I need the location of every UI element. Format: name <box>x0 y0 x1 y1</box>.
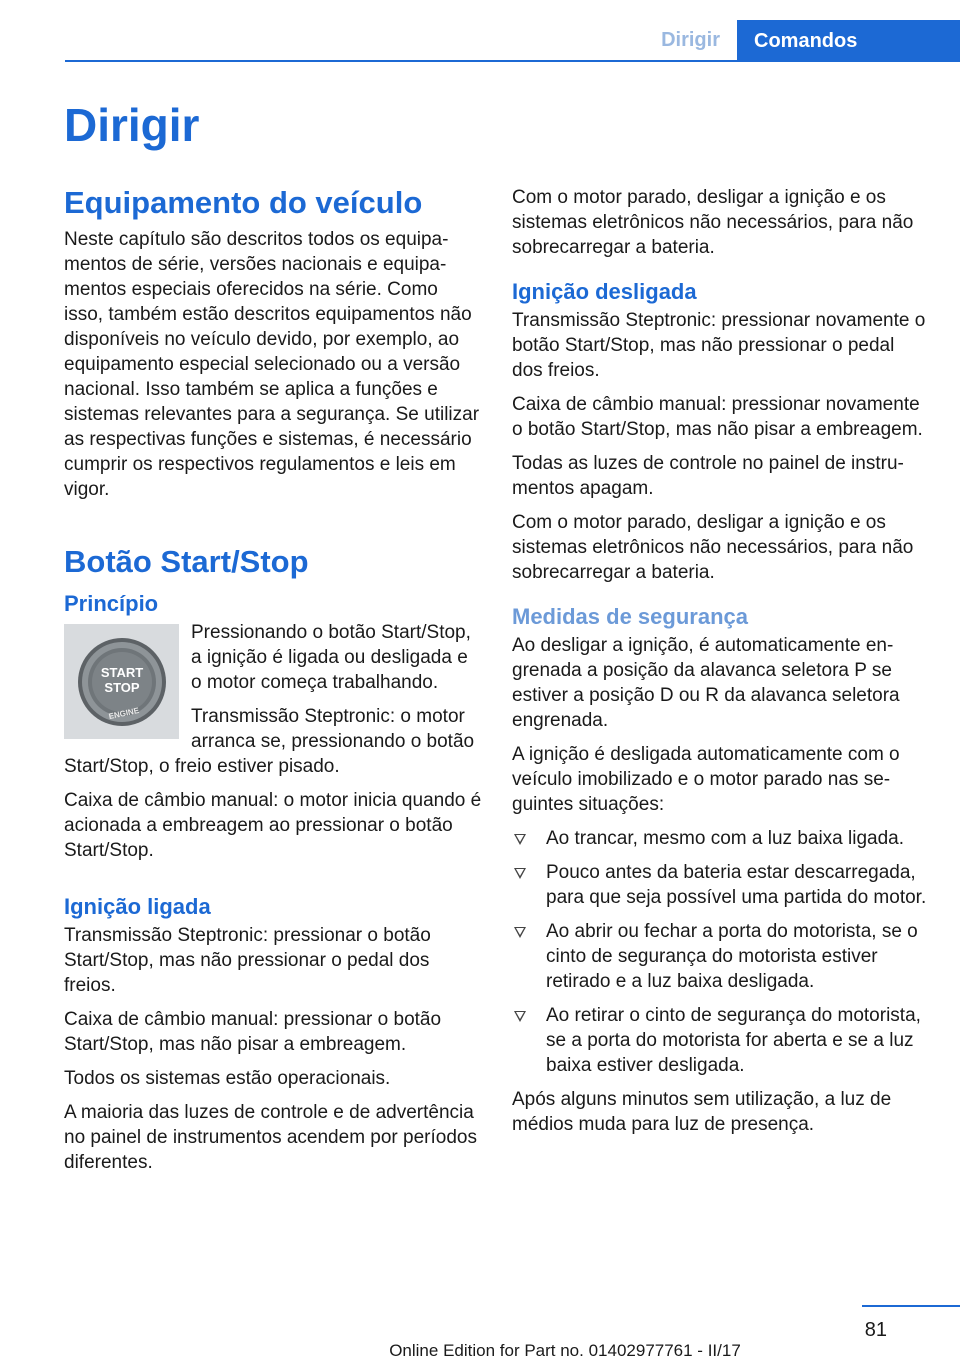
start-stop-button-image <box>64 624 179 739</box>
page-title: Dirigir <box>64 99 200 151</box>
safety-paragraph-1: Ao desligar a ignição, é automaticamente engrenada a posição da alavanca seletora P se estiver a posição D ou R da alavanca seletora engrenada. <box>512 635 900 731</box>
triangle-bullet-icon <box>514 927 526 938</box>
ignition-off-paragraph-1: Transmissão Steptronic: pressionar novamente o botão Start/Stop, mas não pressionar o pedal dos freios. <box>512 310 926 381</box>
ignition-on-paragraph-4: A maioria das luzes de controle e de advertência no painel de instrumentos acendem por períodos diferentes. <box>64 1102 477 1173</box>
list-item <box>512 1003 930 1078</box>
principle-figure-block <box>64 620 482 788</box>
ignition-on-paragraph-3: Todos os sistemas estão operacionais. <box>64 1068 391 1089</box>
final-paragraph: Após alguns minutos sem utilização, a luz de médios muda para luz de presença. <box>512 1089 892 1135</box>
safety-heading: Medidas de segurança <box>512 604 748 629</box>
principle-paragraph-2: Transmissão Steptronic: o motor arranca se, pressionando o botão Start/Stop, o freio estiver pisado. <box>64 706 475 777</box>
list-item <box>512 919 930 994</box>
intro-paragraph: Com o motor parado, desligar a ignição e os sistemas eletrônicos não necessários, para não sobrecarregar a bateria. <box>512 187 914 258</box>
ignition-on-paragraph-2: Caixa de câmbio manual: pressionar o botão Start/Stop, mas não pisar a embreagem. <box>64 1009 442 1055</box>
list-item <box>512 826 930 851</box>
list-item-text: Ao abrir ou fechar a porta do motorista, se o cinto de segurança do motorista estiver retirado e a luz baixa desligada. <box>546 921 918 992</box>
ignition-on-heading: Ignição ligada <box>64 894 211 919</box>
triangle-bullet-icon <box>514 834 526 845</box>
equipment-paragraph: Neste capítulo são descritos todos os equipamentos de série, versões nacionais e equipamentos especiais oferecidos na série. Como isso, também estão descritos equipamentos não disponíveis no veículo devido, por exemplo, ao equipamento especial selecionado ou a versão nacional. Isso também se aplica a funções e sistemas relevantes para a segurança. Se utilizar as respectivas funções e sistemas, é necessário cumprir os respectivos regulamentos e leis em vigor. <box>64 229 480 500</box>
triangle-bullet-icon <box>514 868 526 879</box>
list-item-text: Ao trancar, mesmo com a luz baixa ligada. <box>546 828 905 849</box>
ignition-off-paragraph-4: Com o motor parado, desligar a ignição e os sistemas eletrônicos não necessários, para não sobrecarregar a bateria. <box>512 512 914 583</box>
safety-paragraph-2: A ignição é desligada automaticamente com o veículo imobilizado e o motor parado nas seguintes situações: <box>512 744 900 815</box>
button-label-start: START <box>100 664 143 680</box>
principle-paragraph-3: Caixa de câmbio manual: o motor inicia quando é acionada a embreagem ao pressionar o botão Start/Stop. <box>64 790 482 861</box>
triangle-bullet-icon <box>514 1011 526 1022</box>
ignition-on-paragraph-1: Transmissão Steptronic: pressionar o botão Start/Stop, mas não pressionar o pedal dos freios. <box>64 925 431 996</box>
start-stop-button-icon <box>76 636 168 728</box>
list-item-text: Pouco antes da bateria estar descarregada, para que seja possível uma partida do motor. <box>546 862 927 908</box>
button-label-engine: ENGINE <box>107 705 140 721</box>
ignition-off-heading: Ignição desligada <box>512 279 697 304</box>
left-column <box>64 185 482 1184</box>
ignition-off-paragraph-3: Todas as luzes de controle no painel de instrumentos apagam. <box>512 453 904 499</box>
header-chapter-tab: Comandos <box>737 20 960 62</box>
button-label-stop: STOP <box>103 679 140 695</box>
page-number: 81 <box>864 1319 887 1341</box>
start-stop-heading: Botão Start/Stop <box>64 544 309 579</box>
ignition-off-paragraph-2: Caixa de câmbio manual: pressionar novamente o botão Start/Stop, mas não pisar a embreagem. <box>512 394 923 440</box>
list-item-text: Ao retirar o cinto de segurança do motorista, se a porta do motorista for aberta e se a luz baixa estiver desligada. <box>546 1005 921 1076</box>
list-item <box>512 860 930 910</box>
safety-list <box>512 826 930 1078</box>
edition-footer: Online Edition for Part no. 01402977761 - II/17 <box>389 1341 741 1360</box>
right-column <box>512 185 930 1146</box>
footer-rule <box>862 1305 960 1307</box>
principle-paragraph-1: Pressionando o botão Start/Stop, a ignição é ligada ou desligada e o motor começa trabalhando. <box>191 622 471 693</box>
equipment-heading: Equipamento do veículo <box>64 185 423 220</box>
header-section-label: Dirigir <box>661 29 720 51</box>
principle-heading: Princípio <box>64 591 159 616</box>
